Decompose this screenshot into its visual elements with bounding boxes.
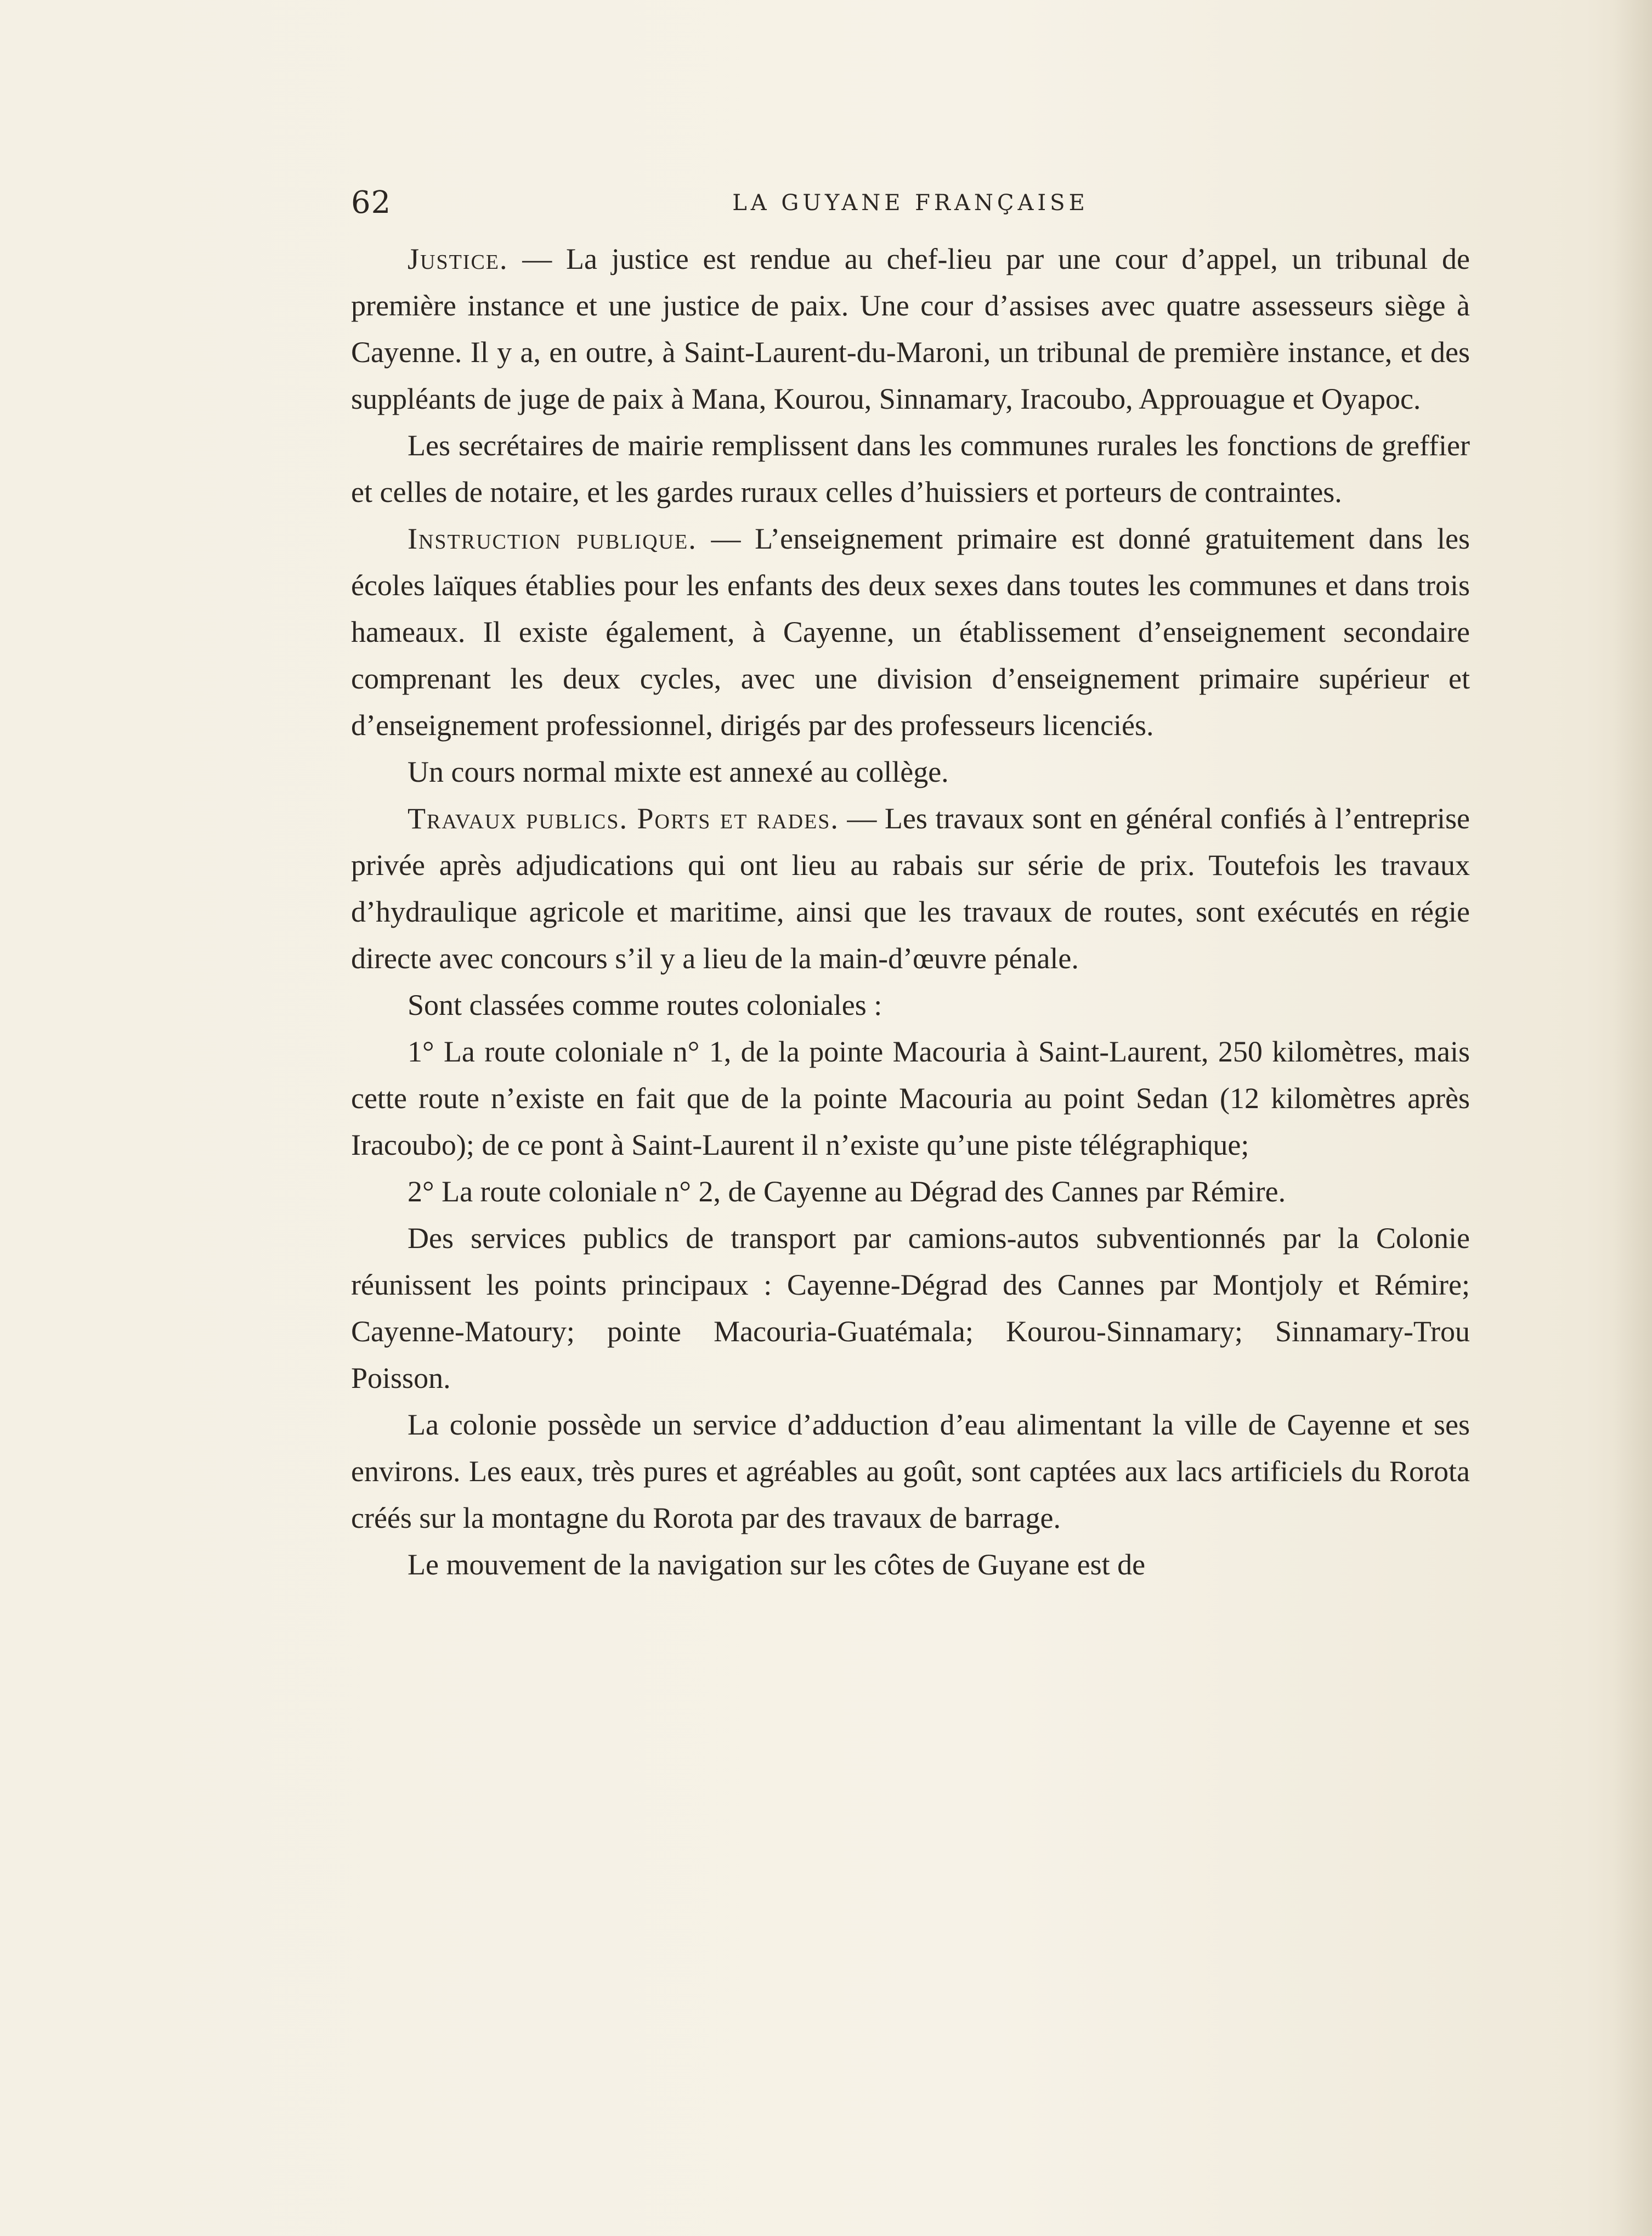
paragraph-travaux-publics <box>351 795 1470 982</box>
list-item-route-2: 2° La route coloniale n° 2, de Cayenne au Dégrad des Cannes par Rémire. <box>408 1175 1286 1208</box>
paragraph-justice <box>351 236 1470 422</box>
section-heading-justice: Justice. <box>408 242 508 275</box>
paragraph: Le mouvement de la navigation sur les côtes de Guyane est de <box>408 1548 1146 1581</box>
section-heading-travaux: Travaux publics. Ports et rades. <box>408 802 839 835</box>
paragraph: Des services publics de transport par camions-autos subventionnés par la Colonie réunissent les points principaux : Cayenne-Dégrad des Cannes par Montjoly et Rémire; Cayenne-Matoury; pointe Macouria-Guatémala; Kourou-Sinnamary; Sinnamary-Trou Poisson. <box>351 1222 1470 1394</box>
body-text <box>351 236 1470 1588</box>
paragraph: La colonie possède un service d’adduction d’eau alimentant la ville de Cayenne et ses environs. Les eaux, très pures et agréables au goût, sont captées aux lacs artificiels du Rorota créés sur la montagne du Rorota par des travaux de barrage. <box>351 1408 1470 1534</box>
paragraph: Les secrétaires de mairie remplissent dans les communes rurales les fonctions de greffier et celles de notaire, et les gardes ruraux celles d’huissiers et porteurs de contraintes. <box>351 429 1470 509</box>
page-gutter-shadow <box>1614 0 1652 2236</box>
paragraph-text: — Les travaux sont en général confiés à l’entreprise privée après adjudications qui ont lieu au rabais sur série de prix. Toutefois les travaux d’hydraulique agricole et maritime, ainsi que les travaux de routes, sont exécutés en régie directe avec concours s’il y a lieu de la main-d’œuvre pénale. <box>351 802 1470 975</box>
page-header <box>351 181 1470 225</box>
paragraph: Un cours normal mixte est annexé au collège. <box>408 755 949 788</box>
running-title: LA GUYANE FRANÇAISE <box>732 190 1089 216</box>
paragraph: Sont classées comme routes coloniales : <box>408 989 882 1021</box>
paragraph-text: — La justice est rendue au chef-lieu par une cour d’appel, un tribunal de première instance et une justice de paix. Une cour d’assises avec quatre assesseurs siège à Cayenne. Il y a, en outre, à Saint-Laurent-du-Maroni, un tribunal de première instance, et des suppléants de juge de paix à Mana, Kourou, Sinnamary, Iracoubo, Approuague et Oyapoc. <box>351 242 1470 415</box>
list-item-route-1: 1° La route coloniale n° 1, de la pointe Macouria à Saint-Laurent, 250 kilomètres, mais cette route n’existe en fait que de la pointe Macouria au point Sedan (12 kilomètres après Iracoubo); de ce pont à Saint-Laurent il n’existe qu’une piste télégraphique; <box>351 1035 1470 1161</box>
paragraph-text: — L’enseignement primaire est donné gratuitement dans les écoles laïques établies pour les enfants des deux sexes dans toutes les communes et dans trois hameaux. Il existe également, à Cayenne, un établissement d’enseignement secondaire comprenant les deux cycles, avec une division d’enseignement primaire supérieur et d’enseignement professionnel, dirigés par des professeurs licenciés. <box>351 522 1470 742</box>
page-number: 62 <box>351 185 392 221</box>
paragraph-instruction-publique <box>351 516 1470 749</box>
section-heading-instruction: Instruction publique. <box>408 522 697 555</box>
